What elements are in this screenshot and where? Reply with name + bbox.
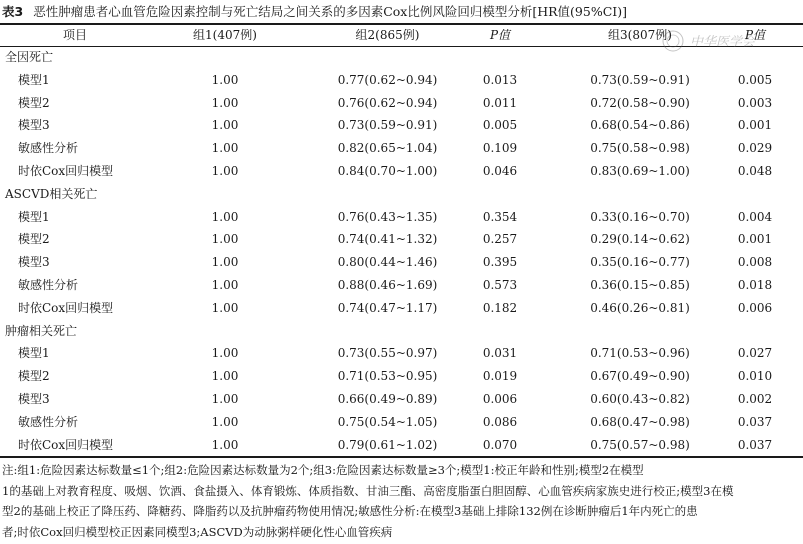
group1-value: 1.00 (211, 346, 239, 361)
note-line: 者;时依Cox回归模型校正因素同模型3;ASCVD为动脉粥样硬化性心血管疾病 (2, 524, 393, 539)
note-line: 注:组1:危险因素达标数量≤1个;组2:危险因素达标数量为2个;组3:危险因素达标数量≥3个;模型1:校正年龄和性别;模型2在模型 (2, 463, 644, 477)
results-table (0, 24, 803, 456)
table-body (0, 46, 803, 456)
p-value-1: 0.354 (482, 209, 518, 224)
table-row (0, 388, 803, 411)
p-value-2: 0.008 (737, 255, 773, 270)
table-title: 恶性肿瘤患者心血管危险因素控制与死亡结局之间关系的多因素Cox比例风险回归模型分析[HR值(95%CI)] (33, 4, 627, 19)
p-value-2: 0.002 (737, 391, 773, 406)
table-row (0, 274, 803, 297)
group1-value: 1.00 (211, 277, 239, 292)
row-label: 敏感性分析 (18, 414, 79, 429)
p-value-1: 0.013 (482, 72, 518, 87)
section-title: 肿瘤相关死亡 (5, 323, 78, 338)
row-label: 模型3 (18, 255, 50, 270)
p-value-1: 0.257 (482, 232, 518, 247)
table-row (0, 228, 803, 251)
group2-value: 0.73(0.55~0.97) (337, 346, 438, 361)
p-value-2: 0.003 (737, 95, 773, 110)
p-value-2: 0.029 (737, 141, 773, 156)
group3-value: 0.75(0.58~0.98) (590, 141, 690, 156)
p-value-2: 0.048 (737, 163, 773, 178)
table-row (0, 206, 803, 229)
group3-value: 0.68(0.47~0.98) (590, 414, 690, 429)
group2-value: 0.75(0.54~1.05) (337, 414, 438, 429)
group1-value: 1.00 (211, 414, 239, 429)
row-label: 模型1 (18, 209, 50, 224)
header-group3: 组3(807例) (608, 28, 672, 42)
group2-value: 0.77(0.62~0.94) (337, 72, 438, 87)
group1-value: 1.00 (211, 118, 239, 133)
p-value-2: 0.006 (737, 300, 773, 315)
row-label: 模型3 (18, 118, 50, 133)
group2-value: 0.74(0.47~1.17) (337, 300, 438, 315)
section-row (0, 46, 803, 69)
p-value-1: 0.182 (482, 300, 518, 315)
group2-value: 0.82(0.65~1.04) (337, 141, 438, 156)
row-label: 模型1 (18, 346, 50, 361)
svg-text:中华医学会: 中华医学会 (690, 35, 756, 50)
group2-value: 0.88(0.46~1.69) (337, 277, 438, 292)
note-line: 1的基础上对教育程度、吸烟、饮酒、食盐摄入、体育锻炼、体质指数、甘油三酯、高密度脂蛋白胆固醇、心血管疾病家族史进行校正;模型3在模 (2, 483, 734, 498)
row-label: 敏感性分析 (18, 277, 79, 292)
group1-value: 1.00 (211, 232, 239, 247)
group3-value: 0.60(0.43~0.82) (590, 391, 690, 406)
group1-value: 1.00 (211, 209, 239, 224)
p-value-1: 0.070 (482, 437, 518, 452)
header-item: 项目 (62, 28, 87, 42)
table-row (0, 297, 803, 320)
p-value-1: 0.011 (482, 95, 518, 110)
group1-value: 1.00 (211, 369, 239, 384)
p-value-2: 0.037 (737, 414, 773, 429)
group3-value: 0.35(0.16~0.77) (590, 255, 690, 270)
note-line: 型2的基础上校正了降压药、降糖药、降脂药以及抗肿瘤药物使用情况;敏感性分析:在模型3基础上排除132例在诊断肿瘤后1年内死亡的患 (2, 504, 698, 518)
table-row (0, 114, 803, 137)
row-label: 模型2 (18, 232, 50, 247)
p-value-1: 0.395 (482, 255, 518, 270)
p-value-1: 0.086 (482, 414, 518, 429)
p-value-1: 0.109 (482, 141, 518, 156)
group2-value: 0.84(0.70~1.00) (337, 163, 438, 178)
table-row (0, 92, 803, 115)
group2-value: 0.71(0.53~0.95) (337, 369, 438, 384)
table-number: 表3 (2, 4, 24, 19)
row-label: 敏感性分析 (18, 141, 79, 156)
table-row (0, 137, 803, 160)
header-group2: 组2(865例) (355, 28, 420, 42)
group3-value: 0.71(0.53~0.96) (590, 346, 690, 361)
p-value-2: 0.010 (737, 369, 773, 384)
group1-value: 1.00 (211, 391, 239, 406)
row-label: 模型1 (18, 72, 50, 87)
p-value-1: 0.019 (482, 369, 518, 384)
p-value-2: 0.001 (737, 118, 773, 133)
p-value-1: 0.006 (482, 391, 518, 406)
group1-value: 1.00 (211, 300, 239, 315)
row-label: 时依Cox回归模型 (18, 437, 114, 452)
section-title: ASCVD相关死亡 (5, 186, 98, 201)
row-label: 模型3 (18, 391, 50, 406)
table-header-row (0, 24, 803, 46)
header-p-value-2: P值 (744, 28, 766, 42)
section-row (0, 183, 803, 206)
p-value-1: 0.031 (482, 346, 518, 361)
group3-value: 0.73(0.59~0.91) (590, 72, 690, 87)
group3-value: 0.67(0.49~0.90) (590, 369, 690, 384)
p-value-2: 0.004 (737, 209, 773, 224)
row-label: 模型2 (18, 95, 50, 110)
p-value-2: 0.005 (737, 72, 773, 87)
row-label: 模型2 (18, 369, 50, 384)
group3-value: 0.83(0.69~1.00) (590, 163, 690, 178)
row-label: 时依Cox回归模型 (18, 300, 114, 315)
group3-value: 0.46(0.26~0.81) (590, 300, 690, 315)
section-title: 全因死亡 (5, 50, 54, 64)
group1-value: 1.00 (211, 141, 239, 156)
group3-value: 0.72(0.58~0.90) (590, 95, 690, 110)
table-row (0, 342, 803, 365)
table-row (0, 69, 803, 92)
group1-value: 1.00 (211, 95, 239, 110)
p-value-2: 0.037 (737, 437, 773, 452)
table-row (0, 160, 803, 183)
group3-value: 0.36(0.15~0.85) (590, 277, 690, 292)
p-value-1: 0.046 (482, 163, 518, 178)
p-value-1: 0.573 (482, 277, 518, 292)
p-value-2: 0.001 (737, 232, 773, 247)
table-row (0, 251, 803, 274)
group1-value: 1.00 (211, 72, 239, 87)
header-p-value-1: P值 (489, 28, 511, 42)
group3-value: 0.68(0.54~0.86) (590, 118, 690, 133)
table-row (0, 434, 803, 457)
table-row (0, 365, 803, 388)
group2-value: 0.76(0.62~0.94) (337, 95, 438, 110)
p-value-1: 0.005 (482, 118, 518, 133)
group2-value: 0.73(0.59~0.91) (337, 118, 438, 133)
group3-value: 0.29(0.14~0.62) (590, 232, 690, 247)
group3-value: 0.75(0.57~0.98) (590, 437, 690, 452)
row-label: 时依Cox回归模型 (18, 163, 114, 178)
p-value-2: 0.027 (737, 346, 773, 361)
group2-value: 0.79(0.61~1.02) (337, 437, 438, 452)
p-value-2: 0.018 (737, 277, 773, 292)
group1-value: 1.00 (211, 163, 239, 178)
group1-value: 1.00 (211, 437, 239, 452)
group3-value: 0.33(0.16~0.70) (590, 209, 690, 224)
group2-value: 0.66(0.49~0.89) (337, 391, 438, 406)
table-caption (2, 2, 802, 22)
group2-value: 0.76(0.43~1.35) (337, 209, 438, 224)
group2-value: 0.80(0.44~1.46) (337, 255, 438, 270)
group2-value: 0.74(0.41~1.32) (337, 232, 438, 247)
section-row (0, 320, 803, 343)
header-group1: 组1(407例) (193, 28, 257, 42)
table-row (0, 411, 803, 434)
table-notes (2, 460, 802, 542)
group1-value: 1.00 (211, 255, 239, 270)
